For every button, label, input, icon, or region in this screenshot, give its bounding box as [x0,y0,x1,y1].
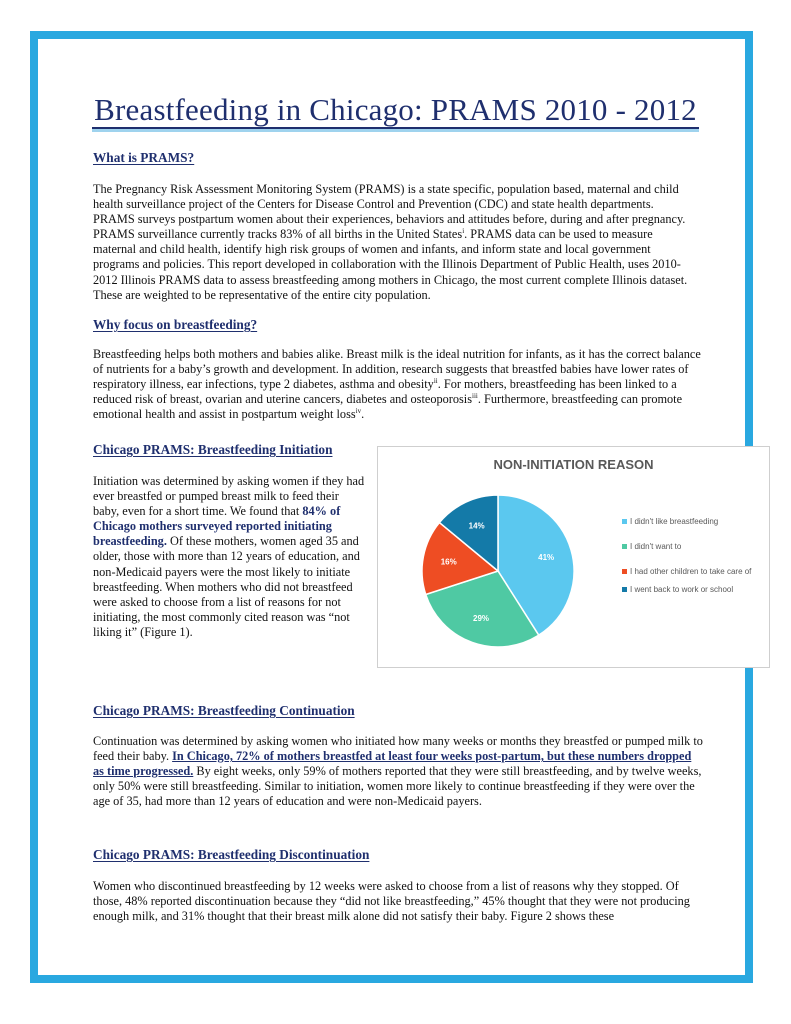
section-heading-initiation: Chicago PRAMS: Breastfeeding Initiation [93,442,333,457]
paragraph-continuation: Continuation was determined by asking women who initiated how many weeks or months they breastfed or pumped milk to feed their baby. In Chicago, 72% of mothers breastfed at least four weeks post-partum, but these numbers dropped as time progressed. By eight weeks, only 59% of mothers reported that they were still breastfeeding, and by twelve weeks, only 50% were still breastfeeding. Similar to initiation, women more likely to continue breastfeeding if they were over the age of 35, had more than 12 years of education and were non-Medicaid payers. [93,734,703,809]
legend-item-2 [622,542,752,552]
paragraph-why-focus: Breastfeeding helps both mothers and babies alike. Breast milk is the ideal nutrition for infants, as it has the correct balance of nutrients for a baby’s growth and development. In addition, research suggests that breastfed babies have lower rates of respiratory illness, ear infections, type 2 diabetes, asthma and obesity$^{ii}$. For mothers, breastfeeding has been linked to a reduced risk of breast, ovarian and uterine cancers, diabetes and osteoporosis$^{iii}$. Furthermore, breastfeeding can promote emotional health and assist in postpartum weight loss$^{iv}$. [93,347,701,422]
section-heading-discontinuation: Chicago PRAMS: Breastfeeding Discontinuation [93,847,370,862]
section-heading-why-focus: Why focus on breastfeeding? [93,317,258,332]
non-initiation-reason-chart [377,446,770,668]
legend-swatch-2 [622,544,627,549]
legend-label-1: I didn't like breastfeeding [630,517,719,526]
page-title: Breastfeeding in Chicago: PRAMS 2010 - 2012 [94,92,697,127]
legend-item-4 [622,585,752,595]
pie-data-label-2: 29% [473,614,490,624]
legend-swatch-1 [622,519,627,524]
legend-swatch-3 [622,569,627,574]
pie-data-label-1: 41% [538,553,555,563]
continuation-highlight: In Chicago, 72% of mothers breastfed at least four weeks post-partum, but these numbers dropped as time progressed. [93,749,692,779]
legend-item-3 [622,567,752,577]
initiation-highlight: 84% of Chicago mothers surveyed reported initiating breastfeeding. [93,504,341,549]
paragraph-initiation: Initiation was determined by asking women if they had ever breastfed or pumped breast milk to feed their baby, even for a short time. We found that 84% of Chicago mothers surveyed reported initiating breastfeeding. Of these mothers, women aged 35 and older, those with more than 12 years of education, and non-Medicaid payers were the most likely to initiate breastfeeding. When mothers who did not breastfeed were asked to choose from a list of reasons for not initiating, the most commonly cited reason was “not liking it” (Figure 1). [93,474,365,639]
pie-data-label-4: 14% [468,521,485,531]
section-heading-what-is-prams: What is PRAMS? [93,150,195,165]
chart-title: NON-INITIATION REASON [493,457,654,472]
paragraph-discontinuation: Women who discontinued breastfeeding by 12 weeks were asked to choose from a list of reasons why they stopped. Of those, 48% reported discontinuation because they “did not like breastfeeding,” 45% thought that they were not producing enough milk, and 31% thought that their breast milk alone did not satisfy their baby. Figure 2 shows these [93,879,690,924]
legend-item-1 [622,517,752,527]
chart-legend [622,517,752,595]
paragraph-what-is-prams: The Pregnancy Risk Assessment Monitoring System (PRAMS) is a state specific, population based, maternal and child health surveillance project of the Centers for Disease Control and Prevention (CDC) and state health departments. PRAMS surveys postpartum women about their experiences, behaviors and attitudes before, during and after pregnancy. PRAMS surveillance currently tracks 83% of all births in the United States$^i$. PRAMS data can be used to measure maternal and child health, identify high risk groups of women and infants, and inform state and local government programs and policies. This report developed in collaboration with the Illinois Department of Public Health, uses 2010-2012 Illinois PRAMS data to assess breastfeeding among mothers in Chicago, the most current complete Illinois dataset. These are weighted to be representative of the entire city population. [93,182,688,302]
section-heading-continuation: Chicago PRAMS: Breastfeeding Continuation [93,703,355,718]
pie-data-label-3: 16% [440,557,457,567]
legend-label-3: I had other children to take care of [630,567,752,576]
legend-swatch-4 [622,587,627,592]
legend-label-2: I didn't want to [630,542,682,551]
legend-label-4: I went back to work or school [630,585,734,594]
